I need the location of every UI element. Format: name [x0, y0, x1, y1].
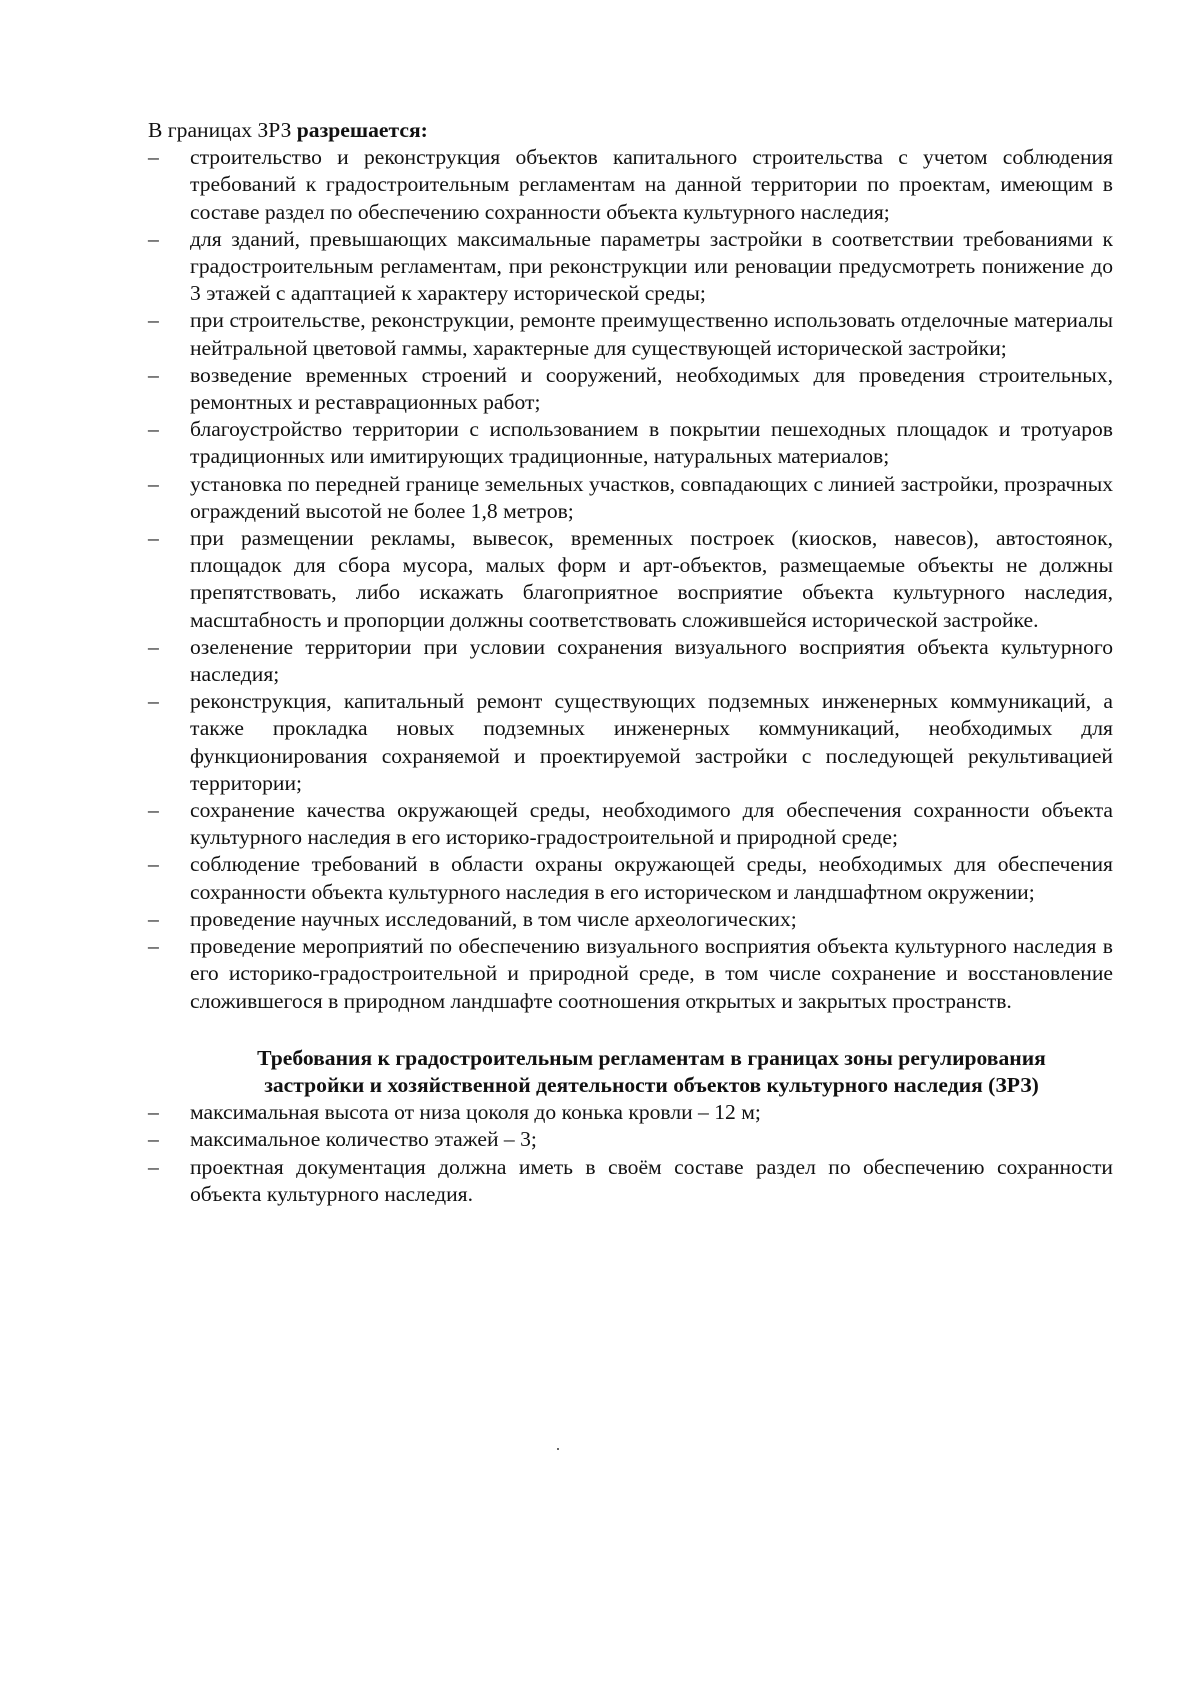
dash-bullet: – [148, 852, 159, 877]
list-item [148, 1126, 1113, 1153]
list-item-text: возведение временных строений и сооружений, необходимых для проведения строительных, ремонтных и реставрационных работ; [190, 362, 1113, 415]
dash-bullet: – [148, 417, 159, 442]
list-item-text: строительство и реконструкция объектов капитального строительства с учетом соблюдения требований к градостроительным регламентам на данной территории по проектам, имеющим в составе раздел по обеспечению сохранности объекта культурного наследия; [190, 145, 1113, 224]
dash-bullet: – [148, 1154, 159, 1179]
intro-lead: В границах ЗРЗ [148, 118, 297, 142]
requirements-list [148, 1099, 1113, 1208]
list-item-text: при строительстве, реконструкции, ремонте преимущественно использовать отделочные материалы нейтральной цветовой гаммы, характерные для существующей исторической застройки; [190, 308, 1113, 360]
list-item [148, 144, 1113, 226]
dash-bullet: – [148, 689, 159, 714]
list-item [148, 416, 1113, 470]
list-item [148, 906, 1113, 933]
list-item [148, 1154, 1113, 1208]
list-item-text: для зданий, превышающих максимальные параметры застройки в соответствии требованиями к градостроительным регламентам, при реконструкции или реновации предусмотреть понижение до 3 этажей с адаптацией к характеру исторической среды; [190, 226, 1113, 306]
list-item-text: проектная документация должна иметь в своём составе раздел по обеспечению сохранности объекта культурного наследия. [190, 1154, 1113, 1206]
list-item-text: максимальная высота от низа цоколя до конька кровли – 12 м; [190, 1100, 761, 1125]
requirements-heading [148, 1045, 1113, 1099]
list-item [148, 471, 1113, 525]
list-item-text: реконструкция, капитальный ремонт существующих подземных инженерных коммуникаций, а также прокладка новых подземных инженерных коммуникаций, необходимых для функционирования сохраняемой и проектируемой застройки с последующей рекультивацией территории; [190, 689, 1113, 795]
dash-bullet: – [148, 1127, 159, 1152]
list-item-text: соблюдение требований в области охраны окружающей среды, необходимых для обеспечения сохранности объекта культурного наследия в его историческом и ландшафтном окружении; [190, 852, 1113, 904]
list-item [148, 851, 1113, 905]
dash-bullet: – [148, 934, 159, 959]
list-item [148, 307, 1113, 361]
scan-speck [557, 1448, 559, 1450]
dash-bullet: – [148, 471, 159, 496]
dash-bullet: – [148, 798, 159, 823]
list-item [148, 1099, 1113, 1126]
list-item [148, 797, 1113, 851]
list-item [148, 362, 1113, 416]
list-item [148, 933, 1113, 1015]
list-item-text: озеленение территории при условии сохранения визуального восприятия объекта культурного наследия; [190, 634, 1113, 687]
dash-bullet: – [148, 1100, 159, 1125]
requirements-heading-line-1: Требования к градостроительным регламентам в границах зоны регулирования [257, 1045, 1046, 1070]
list-item-text: сохранение качества окружающей среды, необходимого для обеспечения сохранности объекта культурного наследия в его историко-градостроительной и природной среде; [190, 798, 1113, 850]
list-item-text: максимальное количество этажей – 3; [190, 1127, 537, 1152]
list-item-text: проведение мероприятий по обеспечению визуального восприятия объекта культурного наследия в его историко-градостроительной и природной среде, в том числе сохранение и восстановление сложившегося в природном ландшафте соотношения открытых и закрытых пространств. [190, 934, 1113, 1013]
requirements-heading-line-2: застройки и хозяйственной деятельности объектов культурного наследия (ЗРЗ) [264, 1072, 1039, 1097]
dash-bullet: – [148, 362, 159, 387]
list-item [148, 634, 1113, 688]
list-item-text: при размещении рекламы, вывесок, временных построек (киосков, навесов), автостоянок, площадок для сбора мусора, малых форм и арт-объектов, размещаемые объекты не должны препятствовать, либо искажать благоприятное восприятие объекта культурного наследия, масштабность и пропорции должны соответствовать сложившейся исторической застройке. [190, 526, 1113, 632]
document-body [148, 117, 1113, 1208]
dash-bullet: – [148, 145, 159, 170]
permitted-list [148, 144, 1113, 1015]
list-item [148, 688, 1113, 797]
dash-bullet: – [148, 906, 159, 931]
dash-bullet: – [148, 308, 159, 333]
list-item-text: установка по передней границе земельных участков, совпадающих с линией застройки, прозрачных ограждений высотой не более 1,8 метров; [190, 471, 1113, 523]
list-item-text: проведение научных исследований, в том числе археологических; [190, 906, 797, 931]
dash-bullet: – [148, 634, 159, 659]
intro-line [148, 117, 1113, 144]
list-item [148, 226, 1113, 308]
intro-emphasis: разрешается: [296, 118, 428, 142]
list-item [148, 525, 1113, 634]
dash-bullet: – [148, 226, 159, 251]
dash-bullet: – [148, 526, 159, 551]
list-item-text: благоустройство территории с использованием в покрытии пешеходных площадок и тротуаров традиционных или имитирующих традиционные, натуральных материалов; [190, 417, 1113, 469]
